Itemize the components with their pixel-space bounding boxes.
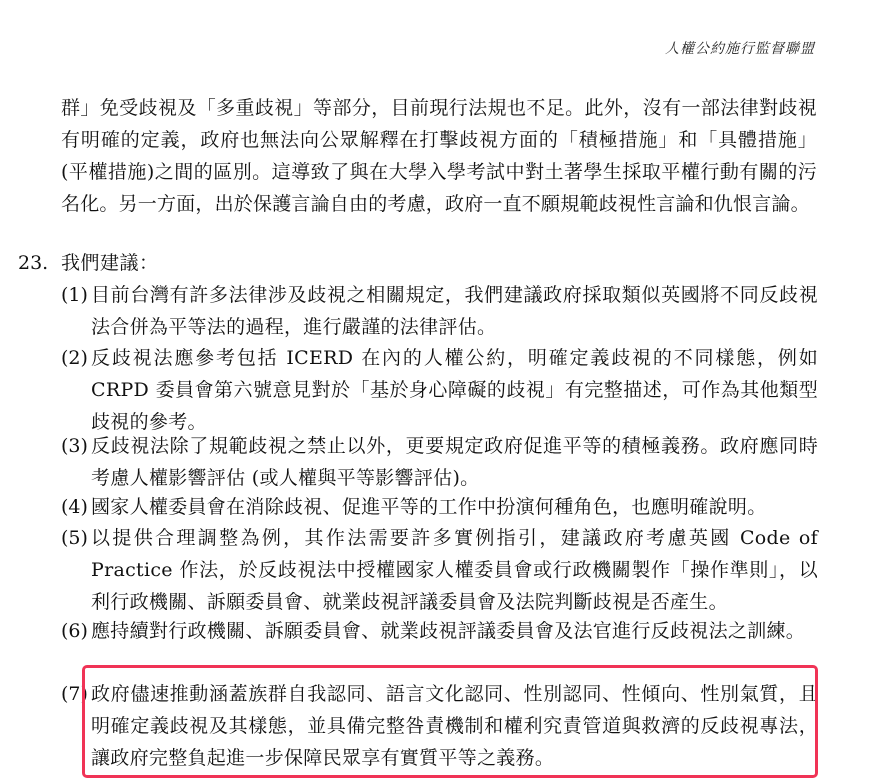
subitem-marker: (6)	[61, 620, 88, 642]
subitem-text: 反歧視法除了規範歧視之禁止以外，更要規定政府促進平等的積極義務。政府應同時考慮人權影響評估 (或人權與平等影響評估)。	[91, 435, 818, 489]
subitem-6	[61, 615, 818, 647]
subitem-text: 以提供合理調整為例，其作法需要許多實例指引，建議政府考慮英國 Code of Practice 作法，於反歧視法中授權國家人權委員會或行政機關製作「操作準則」，以利行政機關、訴願委員會、就業歧視評議委員會及法院判斷歧視是否產生。	[91, 527, 818, 613]
subitem-text: 國家人權委員會在消除歧視、促進平等的工作中扮演何種角色，也應明確說明。	[91, 496, 767, 518]
subitem-text: 政府儘速推動涵蓋族群自我認同、語言文化認同、性別認同、性傾向、性別氣質，且明確定義歧視及其樣態，並具備完整咎責機制和權利究責管道與救濟的反歧視專法，讓政府完整負起進一步保障民眾享有實質平等之義務。	[91, 683, 818, 769]
item-number: 23.	[18, 252, 49, 274]
subitem-marker: (1)	[61, 284, 88, 306]
subitem-1	[61, 279, 818, 343]
subitem-7	[61, 678, 818, 774]
subitem-4	[61, 491, 818, 523]
subitem-text: 應持續對行政機關、訴願委員會、就業歧視評議委員會及法官進行反歧視法之訓練。	[91, 620, 806, 642]
subitem-2	[61, 342, 818, 438]
subitem-marker: (5)	[61, 527, 88, 549]
subitem-marker: (7)	[61, 683, 88, 705]
subitem-text: 目前台灣有許多法律涉及歧視之相關規定，我們建議政府採取類似英國將不同反歧視法合併為平等法的過程，進行嚴謹的法律評估。	[91, 284, 818, 338]
page-header-org-name: 人權公約施行監督聯盟	[665, 41, 815, 57]
item-lead-text: 我們建議：	[61, 252, 159, 274]
subitem-marker: (3)	[61, 435, 88, 457]
continued-paragraph: 群」免受歧視及「多重歧視」等部分，目前現行法規也不足。此外，沒有一部法律對歧視有明確的定義，政府也無法向公眾解釋在打擊歧視方面的「積極措施」和「具體措施」(平權措施)之間的區別。這導致了與在大學入學考試中對土著學生採取平權行動有關的污名化。另一方面，出於保護言論自由的考慮，政府一直不願規範歧視性言論和仇恨言論。	[61, 97, 817, 215]
subitem-text: 反歧視法應參考包括 ICERD 在內的人權公約，明確定義歧視的不同樣態，例如 CRPD 委員會第六號意見對於「基於身心障礙的歧視」有完整描述，可作為其他類型歧視的參考。	[91, 347, 818, 433]
subitem-marker: (4)	[61, 496, 88, 518]
subitem-marker: (2)	[61, 347, 88, 369]
subitem-5	[61, 522, 818, 618]
subitem-3	[61, 430, 818, 494]
